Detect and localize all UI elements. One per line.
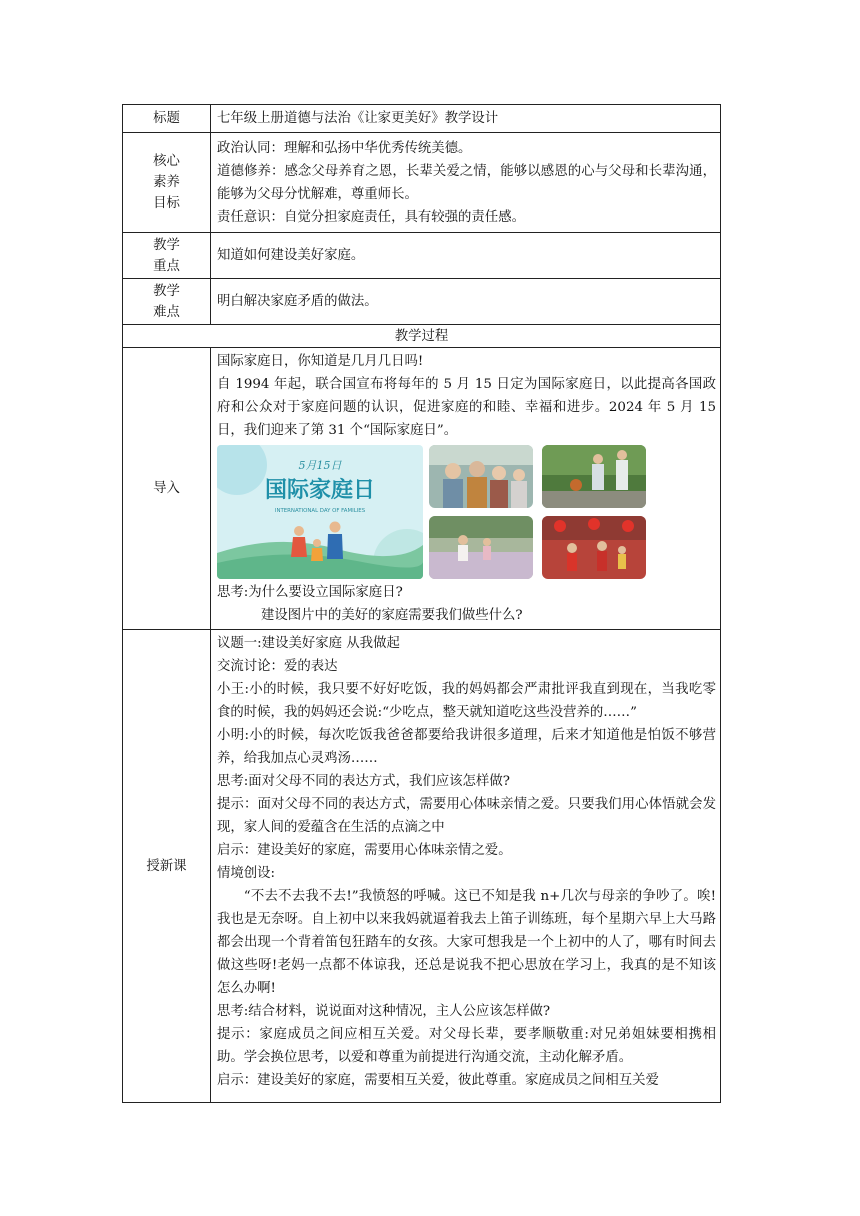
core-content xyxy=(211,133,721,233)
intro-label: 导入 xyxy=(123,348,211,630)
intro-images xyxy=(217,445,716,579)
intro-question: 国际家庭日，你知道是几月几日吗! xyxy=(217,354,424,369)
lesson-line: 提示：家庭成员之间应相互关爱。对父母长辈，要孝顺敬重:对兄弟姐妹要相携相助。学会换位思考，以爱和尊重为前提进行沟通交流，主动化解矛盾。 xyxy=(217,1027,716,1065)
process-header: 教学过程 xyxy=(123,325,721,348)
difficulty-label: 教学 难点 xyxy=(123,279,211,325)
banner-date: 5月15日 xyxy=(298,459,342,472)
banner-subtitle: INTERNATIONAL DAY OF FAMILIES xyxy=(274,508,366,514)
core-item: 政治认同：理解和弘扬中华优秀传统美德。 xyxy=(217,140,472,156)
key-point-value: 知道如何建设美好家庭。 xyxy=(211,233,721,279)
new-lesson-label: 授新课 xyxy=(123,630,211,1103)
title-value: 七年级上册道德与法治《让家更美好》教学设计 xyxy=(211,105,721,133)
intro-row xyxy=(123,348,721,630)
lesson-line: 思考:面对父母不同的表达方式，我们应该怎样做? xyxy=(217,774,510,789)
lesson-line: 启示：建设美好的家庭，需要用心体味亲情之爱。 xyxy=(217,843,512,858)
title-row xyxy=(123,105,721,133)
lesson-line: 小王:小的时候，我只要不好好吃饭，我的妈妈都会严肃批评我直到现在，当我吃零食的时候，我的妈妈还会说:“少吃点，整天就知道吃这些没营养的……” xyxy=(217,682,716,720)
family-photo-grid xyxy=(429,445,646,579)
core-item: 道德修养：感念父母养育之恩，长辈关爱之情，能够以感恩的心与父母和长辈沟通，能够为父母分忧解难，尊重师长。 xyxy=(217,163,716,202)
lesson-line: 交流讨论：爱的表达 xyxy=(217,659,338,674)
banner-title: 国际家庭日 xyxy=(264,478,376,503)
lesson-line: 议题一:建设美好家庭 从我做起 xyxy=(217,636,400,651)
family-photo-grandparents xyxy=(429,445,533,508)
new-lesson-row xyxy=(123,630,721,1103)
key-point-row xyxy=(123,233,721,279)
lesson-plan-table xyxy=(122,104,721,1103)
scenario-paragraph: “不去不去我不去!”我愤怒的呼喊。这已不知是我 n+几次与母亲的争吵了。唉!我也是无奈呀。自上初中以来我妈就逼着我去上笛子训练班，每个星期六早上大马路都会出现一个背着笛包狂踏车的女孩。大家可想我是一个上初中的人了，哪有时间去做这些呀!老妈一点都不体谅我，还总是说我不把心思放在学习上，我真的是不知该怎么办啊! xyxy=(217,889,716,996)
family-photo-basketball xyxy=(542,445,646,508)
new-lesson-content xyxy=(211,630,721,1103)
intro-think-1: 思考:为什么要设立国际家庭日? xyxy=(217,585,403,600)
key-point-label: 教学 重点 xyxy=(123,233,211,279)
lesson-line: 提示：面对父母不同的表达方式，需要用心体味亲情之爱。只要我们用心体悟就会发现，家人间的爱蕴含在生活的点滴之中 xyxy=(217,797,716,835)
core-item: 责任意识：自觉分担家庭责任，具有较强的责任感。 xyxy=(217,209,525,225)
difficulty-value: 明白解决家庭矛盾的做法。 xyxy=(211,279,721,325)
family-photo-festival xyxy=(542,516,646,579)
family-day-banner-image xyxy=(217,445,423,579)
core-row xyxy=(123,133,721,233)
lesson-line: 情境创设: xyxy=(217,866,276,881)
core-label: 核心 素养 目标 xyxy=(123,133,211,233)
intro-paragraph: 自 1994 年起，联合国宣布将每年的 5 月 15 日定为国际家庭日，以此提高各国政府和公众对于家庭问题的认识，促进家庭的和睦、幸福和进步。2024 年 5 月 15 日，我们迎来了第 31 个“国际家庭日”。 xyxy=(217,377,716,438)
difficulty-row xyxy=(123,279,721,325)
intro-content xyxy=(211,348,721,630)
lesson-line: 小明:小的时候，每次吃饭我爸爸都要给我讲很多道理，后来才知道他是怕饭不够营养，给我加点心灵鸡汤…… xyxy=(217,728,716,766)
family-photo-field xyxy=(429,516,533,579)
title-label: 标题 xyxy=(123,105,211,133)
process-header-row xyxy=(123,325,721,348)
lesson-line: 启示：建设美好的家庭，需要相互关爱，彼此尊重。家庭成员之间相互关爱 xyxy=(217,1073,659,1088)
intro-think-2: 建设图片中的美好的家庭需要我们做些什么? xyxy=(261,608,523,623)
lesson-line: 思考:结合材料，说说面对这种情况，主人公应该怎样做? xyxy=(217,1004,551,1019)
